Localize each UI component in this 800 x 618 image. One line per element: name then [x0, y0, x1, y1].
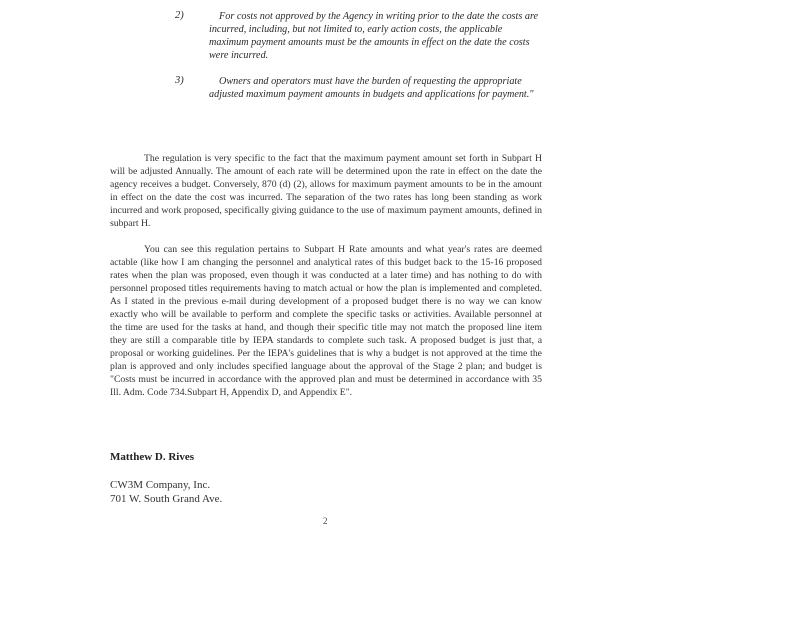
- list-item-number: 2): [175, 10, 184, 21]
- body-paragraph: You can see this regulation pertains to Subpart H Rate amounts and what year's rates are deemed actable (like how I am changing the personnel and analytical rates of this budget back to the 15-16 proposed rates when the plan was proposed, even though it was conducted at a later time) and has nothing to do with personnel proposed titles requirements having to match actual or how the plan is implemented and completed. As I stated in the previous e-mail during development of a proposed budget there is no way we can know exactly who will be available to perform and complete the specific tasks or activities. Available personnel at the time are used for the tasks at hand, and though their specific title may not match the proposed line item they are still a comparable title by IEPA standards to complete such task. A proposed budget is just that, a proposal or working guidelines. Per the IEPA's guidelines that is why a budget is not approved at the time the plan is approved and only includes specified language about the approval of the Stage 2 plan; and budget is "Costs must be incurred in accordance with the approved plan and must be determined in accordance with 35 Ill. Adm. Code 734.Subpart H, Appendix D, and Appendix E".: [110, 244, 542, 398]
- page-number: 2: [323, 516, 328, 526]
- company-address: 701 W. South Grand Ave.: [110, 493, 223, 505]
- company-name: CW3M Company, Inc.: [110, 479, 211, 491]
- list-item-text: For costs not approved by the Agency in writing prior to the date the costs are incurred, including, but not limited to, early action costs, the applicable maximum payment amounts must be the amounts in effect on the date the costs were incurred.: [209, 11, 539, 61]
- list-item-number: 3): [175, 75, 184, 86]
- body-paragraph: The regulation is very specific to the fact that the maximum payment amount set forth in Subpart H will be adjusted Annually. The amount of each rate will be determined upon the rate in effect on the date the agency receives a budget. Conversely, 870 (d) (2), allows for maximum payment amounts to be in the amount in effect on the date the cost was incurred. The separation of the two rates has long been standing as work incurred and work proposed, specifically giving guidance to the use of maximum payment amounts, defined in subpart H.: [110, 153, 542, 229]
- list-item-text: Owners and operators must have the burden of requesting the appropriate adjusted maximum payment amounts in budgets and applications for payment.": [209, 76, 534, 100]
- signature-name: Matthew D. Rives: [110, 451, 195, 463]
- signature-block: [110, 478, 222, 506]
